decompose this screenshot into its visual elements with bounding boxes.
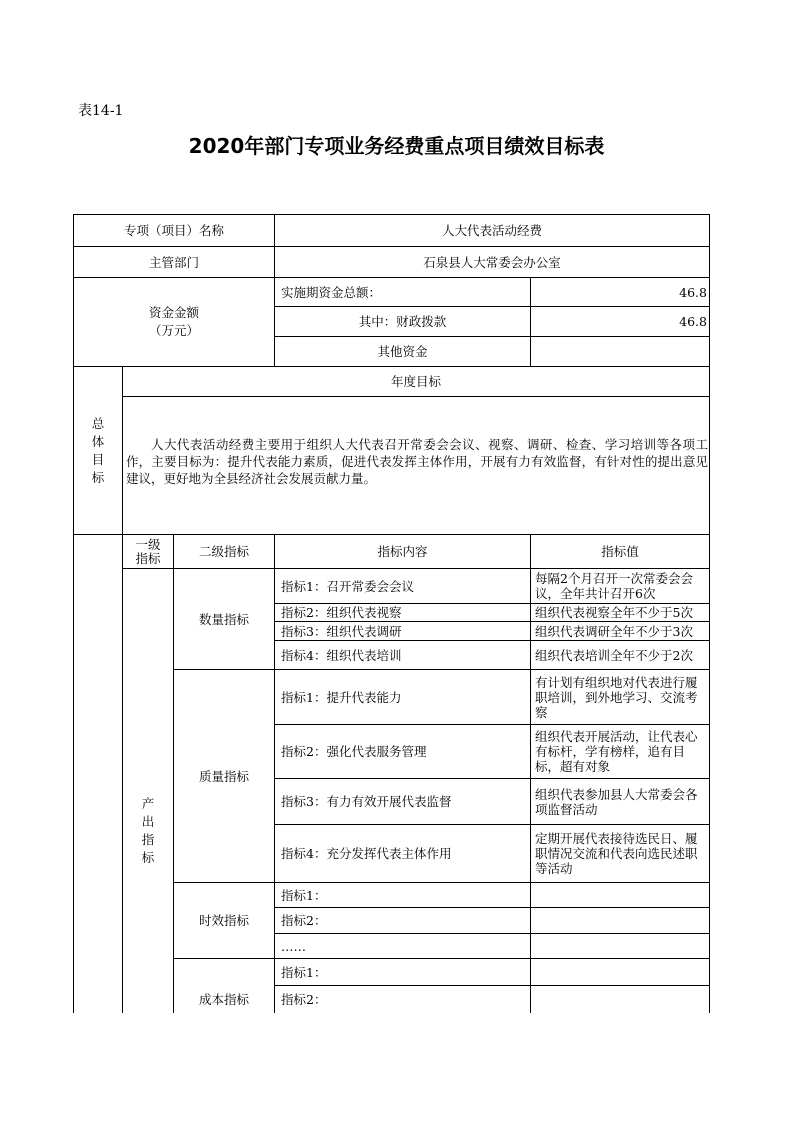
quality-value-4: 定期开展代表接待选民日、履职情况交流和代表向选民述职等活动 [535, 831, 698, 876]
output-char-1: 产 [141, 796, 155, 811]
group-quantity: 数量指标 [198, 611, 249, 627]
quantity-content-4: 指标4：组织代表培训 [281, 647, 402, 663]
output-char-3: 指 [141, 832, 155, 847]
timeliness-content-2: 指标2： [281, 913, 327, 928]
timeliness-content-1: 指标1： [281, 887, 327, 903]
overall-char-1: 总 [91, 415, 105, 431]
fund-other-value [531, 337, 709, 366]
timeliness-content-3: …… [281, 938, 306, 954]
fund-fiscal-label: 其中：财政拨款 [358, 314, 447, 329]
fund-amount-label-line1: 资金金额 [148, 305, 199, 320]
overall-char-4: 标 [91, 469, 105, 485]
project-name-value: 人大代表活动经费 [441, 223, 542, 238]
page-title: 2020年部门专项业务经费重点项目绩效目标表 [188, 134, 605, 158]
cost-content-1: 指标1： [281, 964, 327, 980]
timeliness-value-3 [531, 934, 709, 958]
output-char-4: 标 [141, 850, 155, 865]
overall-target-label [74, 367, 122, 534]
output-char-2: 出 [141, 814, 155, 829]
cost-value-2 [531, 986, 709, 1013]
fund-amount-label-line2: （万元） [148, 323, 199, 338]
quantity-value-2: 组织代表视察全年不少于5次 [535, 605, 693, 620]
timeliness-value-2 [531, 908, 709, 933]
fund-total-label: 实施期资金总额： [281, 284, 382, 300]
quality-content-4: 指标4：充分发挥代表主体作用 [281, 846, 452, 861]
group-quality: 质量指标 [198, 768, 249, 784]
group-cost: 成本指标 [198, 991, 249, 1007]
group-timeliness: 时效指标 [198, 913, 249, 928]
timeliness-value-1 [531, 883, 709, 907]
fund-other-label: 其他资金 [377, 344, 428, 359]
quality-value-3: 组织代表参加县人大常委会各项监督活动 [535, 786, 698, 817]
col-level1-header [123, 535, 173, 568]
quality-value-2: 组织代表开展活动，让代表心有标杆，学有榜样，追有目标，超有对象 [535, 729, 698, 774]
quantity-value-1: 每隔2个月召开一次常委会会议，全年共计召开6次 [535, 571, 693, 601]
fund-amount-label [74, 278, 274, 366]
col-level1-line1: 一级 [135, 536, 161, 552]
quality-content-2: 指标2：强化代表服务管理 [281, 744, 427, 759]
fund-fiscal-value: 46.8 [679, 314, 707, 329]
quantity-value-3: 组织代表调研全年不少于3次 [535, 623, 693, 639]
quality-content-3: 指标3：有力有效开展代表监督 [281, 794, 452, 809]
overall-target-text: 人大代表活动经费主要用于组织人大代表召开常委会会议、视察、调研、检查、学习培训等各项工作，主要目标为：提升代表能力素质，促进代表发挥主体作用，开展有力有效监督，有针对性的提出意见建议，更好地为全县经济社会发展贡献力量。 [126, 437, 708, 486]
quality-value-1: 有计划有组织地对代表进行履职培训，到外地学习、交流考察 [535, 674, 698, 720]
cost-value-1 [531, 959, 709, 985]
quantity-value-4: 组织代表培训全年不少于2次 [535, 647, 693, 663]
quality-content-1: 指标1：提升代表能力 [281, 689, 402, 705]
quantity-content-1: 指标1：召开常委会会议 [281, 578, 414, 594]
quantity-content-3: 指标3：组织代表调研 [281, 623, 402, 639]
col-value-header: 指标值 [601, 544, 639, 559]
col-content-header: 指标内容 [377, 544, 428, 559]
dept-value: 石泉县人大常委会办公室 [423, 254, 561, 270]
overall-char-3: 目 [91, 451, 105, 467]
project-name-label: 专项（项目）名称 [123, 223, 224, 238]
dept-label: 主管部门 [148, 254, 199, 270]
level1-output-label [123, 569, 173, 1013]
quantity-content-2: 指标2：组织代表视察 [281, 605, 402, 620]
col-level2-header: 二级指标 [198, 544, 249, 559]
col-level1-line2: 指标 [135, 550, 161, 566]
fund-total-value: 46.8 [679, 284, 707, 300]
overall-char-2: 体 [91, 433, 105, 449]
year-goal-label: 年度目标 [390, 374, 441, 389]
table-number: 表14-1 [78, 103, 124, 119]
cost-content-2: 指标2： [281, 992, 327, 1007]
